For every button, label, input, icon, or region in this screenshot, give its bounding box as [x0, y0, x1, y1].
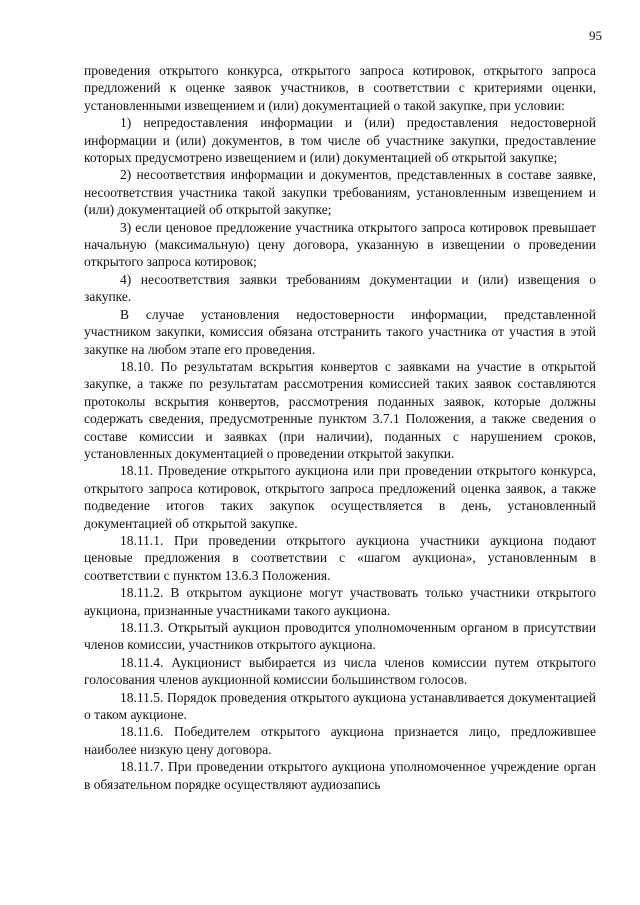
page-number: 95: [589, 28, 602, 43]
paragraph-18-11-2: 18.11.2. В открытом аукционе могут участвовать только участники открытого аукциона, признанные участниками такого аукциона.: [84, 585, 596, 618]
paragraph-18-11-4: 18.11.4. Аукционист выбирается из числа членов комиссии путем открытого голосования членов аукционной комиссии большинством голосов.: [84, 654, 596, 688]
paragraph-18-11-5: 18.11.5. Порядок проведения открытого аукциона устанавливается документацией о таком аукционе.: [84, 689, 596, 723]
paragraph-continuation: проведения открытого конкурса, открытого запроса котировок, открытого запроса предложений к оценке заявок участников, в соответствии с критериями оценки, установленными извещением и (или) документацией о такой закупке, при условии:: [84, 63, 596, 113]
paragraph-18-11: 18.11. Проведение открытого аукциона или при проведении открытого конкурса, открытого запроса котировок, открытого запроса предложений оценка заявок, а также подведение итогов таких закупок осуществляется в день, установленный документацией об открытой закупке.: [84, 463, 596, 531]
paragraph-18-11-1: 18.11.1. При проведении открытого аукциона участники аукциона подают ценовые предложения в соответствии с «шагом аукциона», установленным в соответствии с пунктом 13.6.3 Положения.: [84, 532, 596, 583]
paragraph-condition-4: 4) несоответствия заявки требованиям документации и (или) извещения о закупке.: [84, 271, 596, 305]
paragraph-18-11-7: 18.11.7. При проведении открытого аукциона уполномоченное учреждение орган в обязательном порядке осуществляют аудиозапись: [84, 759, 596, 792]
document-body: [84, 62, 596, 793]
paragraph-18-11-3: 18.11.3. Открытый аукцион проводится уполномоченным органом в присутствии членов комиссии, участников открытого аукциона.: [84, 620, 596, 653]
paragraph-18-10: 18.10. По результатам вскрытия конвертов с заявками на участие в открытой закупке, а также по результатам рассмотрения комиссией таких заявок составляются протоколы вскрытия конвертов, рассмотрения поданных заявок, которые должны содержать сведения, предусмотренные пунктом 3.7.1 Положения, а также сведения о составе комиссии и заявках (при наличии), поданных с нарушением сроков, установленных документацией о проведении открытой закупки.: [84, 358, 596, 461]
paragraph-condition-2: 2) несоответствия информации и документов, представленных в составе заявке, несоответствия участника такой закупки требованиям, установленным извещением и (или) документацией об открытой закупке;: [84, 167, 596, 218]
paragraph-condition-3: 3) если ценовое предложение участника открытого запроса котировок превышает начальную (максимальную) цену договора, указанную в извещении о проведении открытого запроса котировок;: [84, 219, 596, 270]
paragraph-18-11-6: 18.11.6. Победителем открытого аукциона признается лицо, предложившее наиболее низкую цену договора.: [84, 724, 596, 757]
paragraph-condition-1: 1) непредоставления информации и (или) предоставления недостоверной информации и (или) документов, в том числе об участнике закупки, предоставление которых предусмотрено извещением и (или) документацией об открытой закупке;: [84, 115, 596, 166]
paragraph-unreliable-info: В случае установления недостоверности информации, представленной участником закупки, комиссия обязана отстранить такого участника от участия в этой закупке на любом этапе его проведения.: [84, 306, 596, 357]
